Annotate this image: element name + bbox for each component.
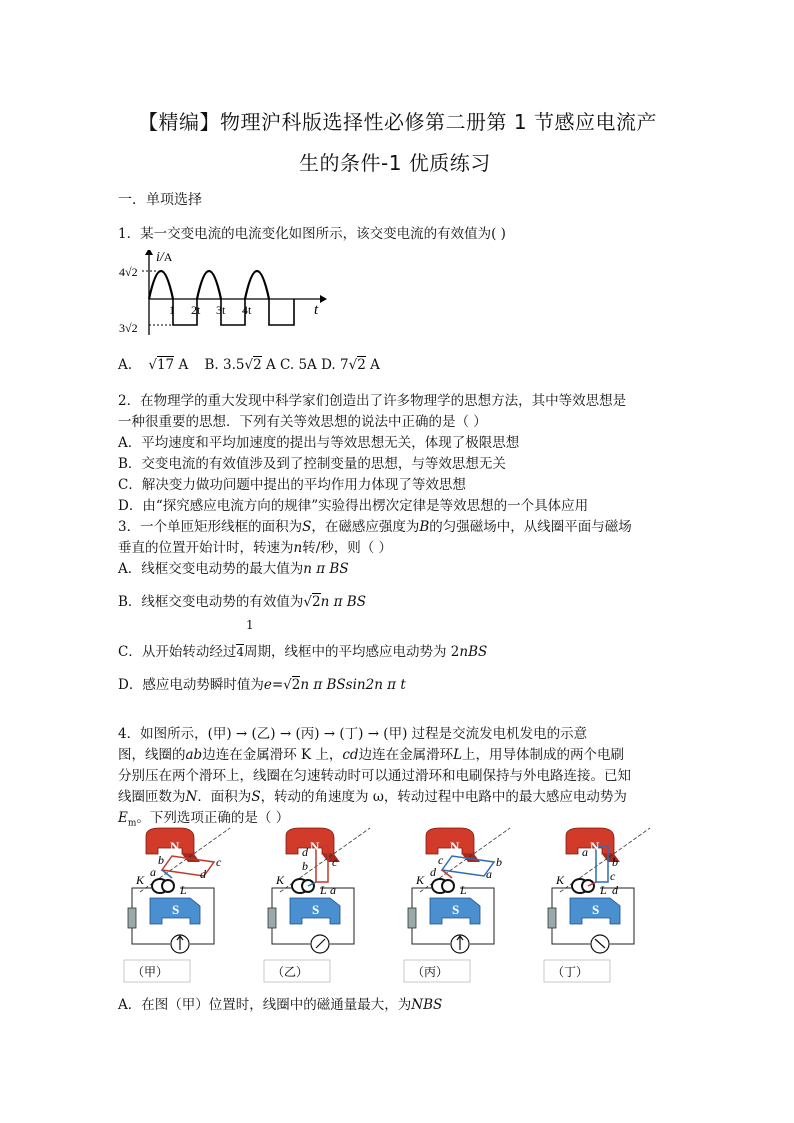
q3-option-a (118, 557, 349, 577)
q4-text: ，转动的角速度为 ω，转动过程中电路中的最大感应电动势为 (260, 789, 627, 805)
q4-line-4 (118, 785, 627, 805)
q3-option-c-fraction-denominator: 4 (236, 645, 244, 659)
generator-figure-yi (264, 828, 370, 982)
q4-var-e: E (118, 810, 128, 826)
q1-option-a-radicand: 17 (156, 357, 175, 373)
q4-text: 。下列选项正确的是（ ） (136, 810, 290, 826)
q3-option-d (118, 673, 406, 693)
q3-stem-text: 垂直的位置开始计时，转速为 (118, 540, 294, 556)
svg-text:L: L (320, 883, 327, 897)
q1-option-d-unit: A (370, 357, 380, 373)
svg-text:a: a (486, 867, 492, 881)
svg-text:c: c (216, 855, 222, 869)
q1-option-d-radicand: 2 (357, 357, 366, 373)
svg-text:N: N (590, 839, 600, 854)
svg-text:a: a (330, 883, 336, 897)
svg-text:a: a (582, 845, 588, 859)
q4-var-ab: ab (185, 747, 203, 763)
q4-option-a-expr: NBS (411, 997, 443, 1013)
svg-text:b: b (496, 855, 502, 869)
svg-text:K: K (276, 873, 285, 887)
q4-var-n: N (185, 789, 198, 805)
svg-text:S: S (592, 902, 600, 917)
radical-sign-icon: √ (303, 594, 313, 610)
coil-jia (162, 856, 214, 876)
q3-option-c-expr: nBS (459, 644, 488, 660)
q1-option-a-unit: A (178, 357, 189, 373)
q2-stem-line-1: 2．在物理学的重大发现中科学家们创造出了许多物理学的思想方法，其中等效思想是 (118, 393, 627, 409)
q3-option-b (118, 590, 366, 610)
q3-option-d-text: D．感应电动势瞬时值为 (118, 677, 264, 693)
q3-option-b-radicand: 2 (312, 594, 321, 610)
q4-line-1: 4．如图所示，(甲) → (乙) → (丙) → (丁) → (甲) 过程是交流发电机发电的示意 (118, 726, 588, 742)
svg-text:d: d (612, 883, 618, 897)
generator-figure-ding (544, 828, 650, 982)
q3-option-d-expr: n π BS (300, 677, 346, 693)
svg-text:N: N (170, 839, 180, 854)
q4-text: 图，线圈的 (118, 747, 186, 763)
q3-option-d-var-e: e (263, 677, 272, 693)
generator-figure-bing (404, 828, 510, 982)
svg-text:c: c (438, 853, 444, 867)
q3-var-n: n (293, 540, 303, 556)
q3-option-d-tail: sin2n π t (345, 677, 406, 693)
q3-stem-text: ，在磁感应强度为 (311, 519, 420, 535)
q3-option-d-equals: = (271, 677, 284, 693)
y-axis-label: i/A (156, 250, 173, 265)
q1-current-graph (118, 250, 328, 346)
current-arch-1 (149, 271, 173, 299)
svg-text:b: b (612, 855, 618, 869)
radical-sign-icon: √ (348, 357, 358, 373)
q4-text: ．面积为 (197, 789, 252, 805)
q4-text: 边连在金属滑环 (358, 747, 454, 763)
bottom-value-label: 3√2 (119, 321, 138, 335)
q1-option-a-label: A. (118, 357, 133, 373)
svg-text:L: L (460, 883, 467, 897)
svg-text:b: b (302, 859, 308, 873)
q2-stem-line-2: 一种很重要的思想．下列有关等效思想的说法中正确的是（ ） (118, 414, 487, 430)
svg-text:K: K (416, 873, 425, 887)
q3-option-c-text: C．从开始转动经过 (118, 644, 237, 660)
q4-text: 上，用导体制成的两个电刷 (462, 747, 625, 763)
svg-text:d: d (200, 867, 206, 881)
q3-stem-text: 的匀强磁场中，从线圈平面与磁场 (429, 519, 632, 535)
q4-option-a-text: A．在图（甲）位置时，线圈中的磁通量最大，为 (118, 997, 412, 1013)
q3-stem-text: 转/秒，则（ ） (302, 540, 393, 556)
q3-option-c-text: 周期，线框中的平均感应电动势为 2 (243, 644, 460, 660)
svg-text:L: L (180, 883, 187, 897)
svg-text:K: K (556, 873, 565, 887)
svg-text:S: S (452, 902, 460, 917)
q1-option-b-radicand: 2 (253, 357, 262, 373)
svg-text:N: N (310, 839, 320, 854)
q3-option-a-text: A．线框交变电动势的最大值为 (118, 561, 304, 577)
svg-text:d: d (302, 845, 308, 859)
q2-option-a: A．平均速度和平均加速度的提出与等效思想无关，体现了极限思想 (118, 435, 520, 451)
svg-text:c: c (610, 869, 616, 883)
q3-stem-text: 3．一个单匝矩形线框的面积为 (118, 519, 303, 535)
page-title-line-1: 【精编】物理沪科版选择性必修第二册第 1 节感应电流产 (138, 110, 657, 134)
radical-sign-icon: √ (283, 677, 292, 693)
svg-text:S: S (172, 902, 180, 917)
tick-label-2: 2t (191, 303, 201, 317)
svg-text:d: d (430, 865, 436, 879)
q2-option-b: B．交变电流的有效值涉及到了控制变量的思想，与等效思想无关 (118, 456, 506, 472)
q3-var-b: B (419, 519, 430, 535)
q3-option-b-expr: n π BS (320, 594, 366, 610)
q4-option-a (118, 993, 442, 1013)
q3-stem-line-1 (118, 515, 632, 535)
svg-text:L: L (600, 883, 607, 897)
q4-line-3: 分别压在两个滑环上，线圈在匀速转动时可以通过滑环和电刷保持与外电路连接。已知 (118, 768, 631, 784)
q1-stem: 1．某一交变电流的电流变化如图所示，该交变电流的有效值为( ) (118, 226, 506, 242)
current-arch-3 (245, 271, 269, 299)
tick-label-3: 3t (216, 303, 226, 317)
svg-text:（丁）: （丁） (552, 965, 589, 979)
svg-text:（乙）: （乙） (272, 965, 309, 979)
tick-label-1: 1 (169, 303, 175, 317)
q3-option-b-text: B．线框交变电动势的有效值为 (118, 594, 304, 610)
current-arch-2 (197, 271, 221, 299)
q3-var-s: S (302, 519, 312, 535)
q1-options (118, 357, 380, 373)
svg-text:b: b (158, 853, 164, 867)
q3-option-c (118, 640, 487, 660)
tick-label-4: 4t (242, 303, 252, 317)
generator-figure-jia (124, 828, 230, 982)
generator-figures (118, 826, 678, 986)
svg-text:a: a (150, 865, 156, 879)
q3-option-d-radicand: 2 (291, 677, 301, 693)
q4-var-e-subscript: m (127, 818, 137, 829)
q4-var-cd: cd (342, 747, 359, 763)
section-heading: 一．单项选择 (118, 192, 202, 208)
svg-text:（甲）: （甲） (132, 965, 169, 979)
radical-sign-icon: √ (148, 357, 157, 373)
radical-sign-icon: √ (244, 357, 254, 373)
svg-text:c: c (332, 855, 338, 869)
q1-option-b: B. 3.5 (204, 357, 245, 373)
svg-text:N: N (450, 839, 460, 854)
q3-option-a-expr: n π BS (303, 561, 349, 577)
svg-text:S: S (312, 902, 320, 917)
q4-text: 边连在金属滑环 K 上， (202, 747, 343, 763)
q2-option-d: D．由“探究感应电流方向的规律”实验得出楞次定律是等效思想的一个具体应用 (118, 498, 589, 514)
q3-option-c-fraction-numerator: 1 (246, 618, 254, 632)
q4-text: 线圈匝数为 (118, 789, 186, 805)
q4-line-2 (118, 743, 624, 763)
y-axis-arrow (145, 250, 153, 255)
x-axis-arrow (320, 295, 327, 303)
q4-var-l: L (453, 747, 463, 763)
q2-option-c: C．解决变力做功问题中提出的平均作用力体现了等效思想 (118, 477, 466, 493)
x-axis-label: t (314, 302, 319, 318)
page-title-line-2: 生的条件-1 优质练习 (299, 151, 491, 175)
svg-text:（丙）: （丙） (412, 965, 449, 979)
q3-stem-line-2 (118, 536, 392, 556)
q4-var-s: S (251, 789, 261, 805)
q1-option-b-unit: A C. 5A D. 7 (265, 357, 349, 373)
top-value-label: 4√2 (119, 265, 138, 279)
svg-text:K: K (136, 873, 145, 887)
